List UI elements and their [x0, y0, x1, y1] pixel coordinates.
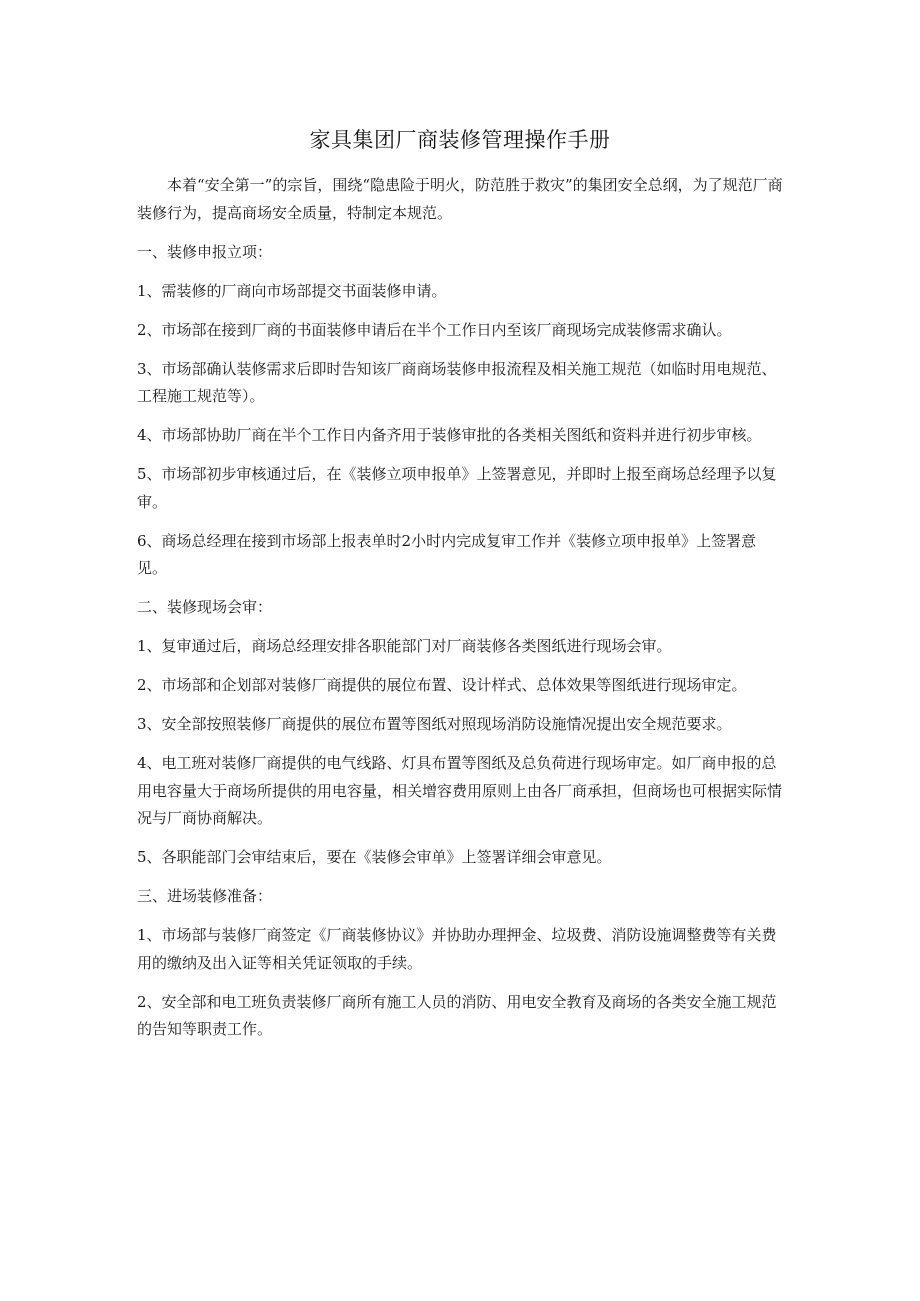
list-item: 4、市场部协助厂商在半个工作日内备齐用于装修审批的各类相关图纸和资料并进行初步审核。: [137, 426, 762, 444]
document-body: [137, 172, 785, 1055]
list-item: 2、市场部和企划部对装修厂商提供的展位布置、设计样式、总体效果等图纸进行现场审定。: [137, 676, 747, 694]
list-item: 1、市场部与装修厂商签定《厂商装修协议》并协助办理押金、垃圾费、消防设施调整费等有关费用的缴纳及出入证等相关凭证领取的手续。: [137, 926, 777, 972]
list-item: 3、市场部确认装修需求后即时告知该厂商商场装修申报流程及相关施工规范（如临时用电规范、工程施工规范等）。: [137, 359, 777, 405]
list-item: 1、需装修的厂商向市场部提交书面装修申请。: [137, 281, 447, 300]
list-item: 2、安全部和电工班负责装修厂商所有施工人员的消防、用电安全教育及商场的各类安全施工规范的告知等职责工作。: [137, 992, 777, 1038]
list-item: 5、市场部初步审核通过后，在《装修立项申报单》上签署意见，并即时上报至商场总经理予以复审。: [137, 465, 777, 511]
list-item: 1、复审通过后，商场总经理安排各职能部门对厂商装修各类图纸进行现场会审。: [137, 637, 672, 655]
list-item: 3、安全部按照装修厂商提供的展位布置等图纸对照现场消防设施情况提出安全规范要求。: [137, 715, 732, 733]
document-title: 家具集团厂商装修管理操作手册: [309, 128, 611, 152]
list-item: 2、市场部在接到厂商的书面装修申请后在半个工作日内至该厂商现场完成装修需求确认。: [137, 320, 732, 339]
list-item: 4、电工班对装修厂商提供的电气线路、灯具布置等图纸及总负荷进行现场审定。如厂商申报的总用电容量大于商场所提供的用电容量，相关增容费用原则上由各厂商承担，但商场也可根据实际情况与厂商协商解决。: [137, 754, 783, 827]
section-heading: 一、装修申报立项：: [137, 242, 273, 261]
list-item: 5、各职能部门会审结束后，要在《装修会审单》上签署详细会审意见。: [137, 848, 612, 866]
section-heading: 二、装修现场会审：: [137, 598, 273, 616]
intro-paragraph: 本着“安全第一”的宗旨，围绕“隐患险于明火，防范胜于救灾”的集团安全总纲，为了规范厂商装修行为，提高商场安全质量，特制定本规范。: [137, 176, 783, 222]
section-heading: 三、进场装修准备：: [137, 887, 273, 905]
list-item: 6、商场总经理在接到市场部上报表单时2小时内完成复审工作并《装修立项申报单》上签署意见。: [137, 531, 757, 577]
